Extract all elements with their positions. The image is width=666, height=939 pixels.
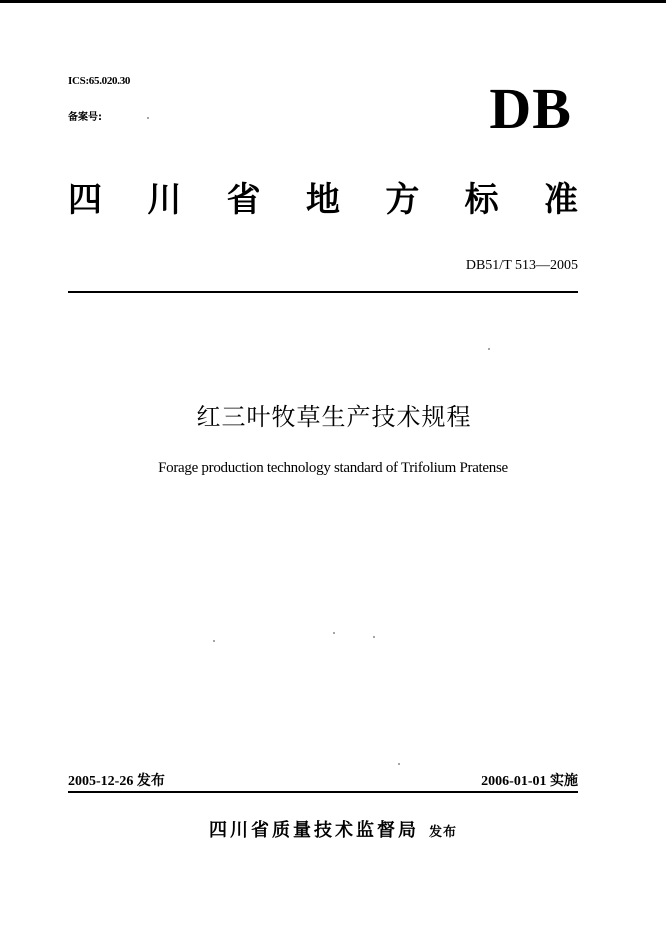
standard-type-char: 地 [305,180,340,220]
scan-speck [488,348,490,350]
footer-divider [68,791,578,793]
standard-type-char: 方 [385,180,420,220]
standard-type-char: 省 [226,180,261,220]
title-english: Forage production technology standard of Trifolium Pratense [158,460,508,476]
filing-number-label: 备案号: [68,112,102,123]
standard-type-char: 川 [147,180,182,220]
scan-speck [373,636,375,638]
implementation-date: 2006-01-01 实施 [481,774,578,789]
top-border [0,0,666,3]
issue-date: 2005-12-26 发布 [68,774,165,789]
standard-type-char: 准 [543,180,578,220]
publisher-action: 发布 [428,825,457,840]
standard-number: DB51/T 513—2005 [465,258,578,273]
db-logo: DB [489,76,572,141]
title-chinese: 红三叶牧草生产技术规程 [196,403,472,431]
scan-speck [398,763,400,765]
publisher-name: 四川省质量技术监督局 [208,820,419,841]
publisher-line [0,816,666,842]
header-divider [68,291,578,293]
scan-speck [213,640,215,642]
ics-code: ICS:65.020.30 [68,75,131,87]
standard-type-heading [68,180,578,221]
scan-speck [147,117,149,119]
standard-type-char: 四 [68,180,102,220]
standard-type-char: 标 [464,180,499,220]
scan-speck [333,632,335,634]
